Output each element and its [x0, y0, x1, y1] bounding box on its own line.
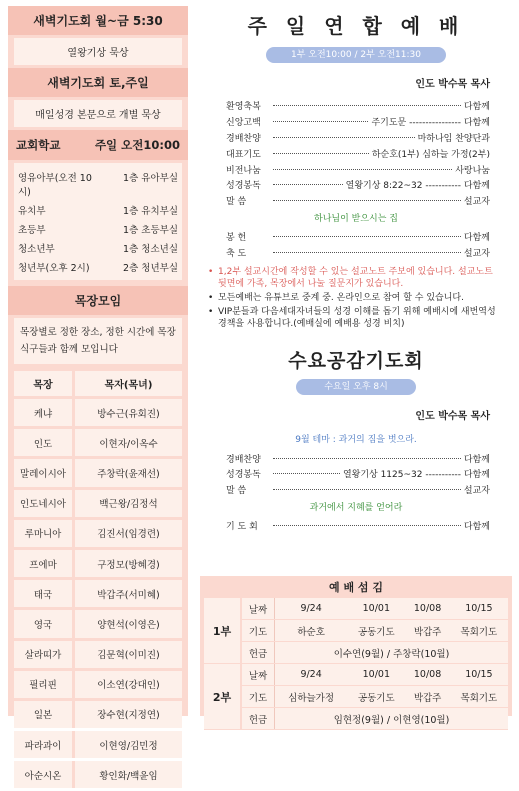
sunday-sermon-title: 하나님이 받으시는 집 — [314, 213, 398, 224]
group-row — [14, 580, 182, 607]
order-label: 환영축복 — [226, 102, 261, 113]
group-name: 영국 — [14, 610, 72, 637]
group-leader: 이현영/김민정 — [72, 731, 182, 758]
group-row — [14, 610, 182, 637]
order-leader-line — [273, 153, 369, 154]
group-name: 케냐 — [14, 399, 72, 426]
duty-prayer: 하순호 — [275, 620, 348, 642]
wednesday-theme: 9월 테마 : 과거의 짐을 벗으라. — [295, 435, 417, 446]
group-name: 필리핀 — [14, 671, 72, 698]
order-row — [200, 114, 512, 130]
order-row — [200, 244, 512, 260]
order-leader-line — [273, 200, 461, 201]
order-leader-line — [273, 489, 461, 490]
duty-date: 10/01 — [347, 664, 405, 686]
order-value: 열왕기상 8:22~32 ----------- 다함께 — [345, 181, 490, 192]
group-leader: 주창락(윤재선) — [72, 459, 182, 486]
order-leader-line — [273, 121, 368, 122]
group-row — [14, 761, 182, 788]
order-value: 사랑나눔 — [455, 165, 490, 176]
school-time: 주일 오전10:00 — [94, 138, 180, 152]
group-leader: 방수근(유회진) — [72, 399, 182, 426]
group-row — [14, 671, 182, 698]
order-row — [200, 450, 512, 466]
order-value: 주기도문 ---------------- 다함께 — [371, 118, 490, 129]
order-value: 다함께 — [463, 232, 490, 243]
note-item: • 1,2부 설교시간에 작성할 수 있는 설교노트 주보에 있습니다. 설교노트 뒷면에 가족, 목장에서 나눌 질문지가 있습니다. — [208, 267, 493, 290]
group-name: 파라과이 — [14, 731, 72, 758]
order-value: 열왕기상 1125~32 ----------- 다함께 — [342, 470, 490, 481]
sunday-preacher: 인도 박수목 목사 — [415, 79, 490, 90]
school-row: 유치부 1층 유치부실 — [18, 205, 178, 217]
group-name: 살라띠가 — [14, 641, 72, 668]
order-leader-line — [273, 169, 452, 170]
group-row — [14, 520, 182, 547]
sunday-title: 주 일 연 합 예 배 — [247, 14, 465, 38]
group-table-header: 목장 목자(목녀) — [14, 371, 182, 396]
group-row — [14, 429, 182, 456]
group-row — [14, 641, 182, 668]
order-leader-line — [273, 105, 461, 106]
dawn-weekday-title: 새벽기도회 월~금 5:30 — [8, 6, 188, 35]
group-name: 태국 — [14, 580, 72, 607]
sunday-notes — [208, 266, 504, 330]
group-leader: 이소연(강대인) — [72, 671, 182, 698]
school-list — [14, 163, 182, 280]
order-row — [200, 518, 512, 534]
duty-date: 10/01 — [347, 598, 405, 620]
left-sidebar — [8, 6, 188, 782]
group-name: 인도 — [14, 429, 72, 456]
order-row — [200, 229, 512, 245]
group-row — [14, 459, 182, 486]
duty-date-row: 2부 날짜 9/24 10/01 10/08 10/15 — [204, 664, 508, 686]
wednesday-preacher: 인도 박수목 목사 — [415, 411, 490, 423]
order-row — [200, 466, 512, 482]
school-row: 청년부(오후 2시) 2층 청년부실 — [18, 262, 178, 274]
order-label: 기 도 회 — [226, 521, 258, 532]
sunday-order — [200, 98, 512, 260]
service-duty-panel — [200, 576, 512, 726]
group-title: 목장모임 — [8, 286, 188, 315]
note-item: • VIP분들과 다음세대자녀들의 성경 이해를 돕기 위해 예배시에 새번역성경책을 사용합니다.(예배실에 예배용 성경 비치) — [208, 307, 496, 330]
school-row: 영유아부(오전 10시) 1층 유아부실 — [18, 172, 178, 198]
order-value: 설교자 — [463, 248, 490, 259]
order-leader-line — [273, 525, 461, 526]
group-leader: 장수현(지정연) — [72, 701, 182, 728]
group-name: 아순시온 — [14, 761, 72, 788]
school-title: 교회학교 — [16, 138, 61, 152]
dawn-weekend-title: 새벽기도회 토,주일 — [8, 68, 188, 97]
order-value: 다함께 — [463, 521, 490, 532]
order-leader-line — [273, 184, 343, 185]
school-row: 초등부 1층 초등부실 — [18, 224, 178, 236]
duty-prayer: 박갑주 — [405, 620, 449, 642]
duty-prayer: 박갑주 — [405, 686, 449, 708]
duty-prayer-row: 기도 심하늘가정 공동기도 박갑주 목회기도 — [204, 686, 508, 708]
group-leader: 양현석(이영은) — [72, 610, 182, 637]
group-name: 일본 — [14, 701, 72, 728]
order-label: 말 씀 — [226, 486, 247, 497]
order-value: 다함께 — [463, 454, 490, 465]
duty-prayer: 목회기도 — [450, 620, 508, 642]
group-name: 말레이시아 — [14, 459, 72, 486]
group-table — [14, 368, 182, 791]
order-row — [200, 130, 512, 146]
order-row — [200, 177, 512, 193]
duty-part: 2부 — [204, 664, 241, 730]
duty-prayer: 공동기도 — [347, 686, 405, 708]
sunday-time-badge: 1부 오전10:00 / 2부 오전11:30 — [266, 47, 446, 63]
order-row — [200, 98, 512, 114]
order-label: 성경봉독 — [226, 470, 261, 481]
duty-date: 10/08 — [405, 664, 449, 686]
order-leader-line — [273, 252, 461, 253]
order-value: 마하나임 찬양단과 — [417, 133, 490, 144]
group-desc: 목장별로 정한 장소, 정한 시간에 목장식구들과 함께 모입니다 — [14, 318, 182, 364]
order-leader-line — [273, 473, 340, 474]
school-row: 청소년부 1층 청소년실 — [18, 243, 178, 255]
order-label: 신앙고백 — [226, 118, 261, 129]
main-column — [200, 0, 512, 533]
group-row — [14, 490, 182, 517]
order-row — [200, 161, 512, 177]
school-header — [8, 130, 188, 160]
group-name: 루마니아 — [14, 520, 72, 547]
order-label: 경배찬양 — [226, 133, 261, 144]
group-row — [14, 731, 182, 758]
wednesday-sermon-title: 과거에서 지혜를 얻어라 — [309, 502, 403, 513]
duty-prayer-row: 기도 하순호 공동기도 박갑주 목회기도 — [204, 620, 508, 642]
group-leader: 김진서(임경련) — [72, 520, 182, 547]
dawn-weekend-desc: 매일성경 본문으로 개별 묵상 — [14, 100, 182, 127]
group-leader: 김문혁(이미진) — [72, 641, 182, 668]
duty-date: 10/15 — [450, 664, 508, 686]
order-label: 축 도 — [226, 248, 247, 259]
order-label: 말 씀 — [226, 197, 247, 208]
order-leader-line — [273, 458, 461, 459]
duty-table — [204, 598, 508, 730]
order-value: 다함께 — [463, 102, 490, 113]
wednesday-title: 수요공감기도회 — [288, 350, 424, 373]
wednesday-time-badge: 수요일 오후 8시 — [296, 379, 416, 395]
note-item: • 모든예배는 유튜브로 중계 중. 온라인으로 참여 할 수 있습니다. — [208, 293, 464, 304]
duty-offering: 임현정(9월) / 이현영(10월) — [275, 708, 509, 730]
duty-offering-row: 헌금 임현정(9월) / 이현영(10월) — [204, 708, 508, 730]
order-value: 설교자 — [463, 486, 490, 497]
duty-offering: 이수연(9월) / 주창락(10월) — [275, 642, 509, 664]
order-label: 비전나눔 — [226, 165, 261, 176]
order-label: 경배찬양 — [226, 454, 261, 465]
duty-prayer: 목회기도 — [450, 686, 508, 708]
group-name: 인도네시아 — [14, 490, 72, 517]
group-row — [14, 550, 182, 577]
duty-part: 1부 — [204, 598, 241, 664]
duty-date: 10/08 — [405, 598, 449, 620]
group-leader: 구정모(방혜경) — [72, 550, 182, 577]
group-row — [14, 399, 182, 426]
duty-date: 9/24 — [275, 598, 348, 620]
order-row — [200, 193, 512, 209]
order-label: 봉 헌 — [226, 232, 247, 243]
duty-date: 9/24 — [275, 664, 348, 686]
duty-date-row: 1부 날짜 9/24 10/01 10/08 10/15 — [204, 598, 508, 620]
order-label: 성경봉독 — [226, 181, 261, 192]
group-row — [14, 701, 182, 728]
order-leader-line — [273, 236, 461, 237]
wednesday-order — [200, 430, 512, 533]
group-table-body — [14, 399, 182, 788]
order-value: 설교자 — [463, 197, 490, 208]
group-leader: 박갑주(서미혜) — [72, 580, 182, 607]
duty-prayer: 공동기도 — [347, 620, 405, 642]
group-name: 프에마 — [14, 550, 72, 577]
duty-prayer: 심하늘가정 — [275, 686, 348, 708]
dawn-weekday-desc: 열왕기상 묵상 — [14, 38, 182, 65]
order-value: 하순호(1부) 심하늘 가정(2부) — [371, 149, 490, 160]
order-row — [200, 482, 512, 498]
duty-title: 예 배 섬 김 — [329, 581, 383, 594]
order-row — [200, 145, 512, 161]
order-leader-line — [273, 137, 415, 138]
group-leader: 황인화/백윤임 — [72, 761, 182, 788]
duty-offering-row: 헌금 이수연(9월) / 주창락(10월) — [204, 642, 508, 664]
group-leader: 이현자/이옥수 — [72, 429, 182, 456]
order-label: 대표기도 — [226, 149, 261, 160]
duty-date: 10/15 — [450, 598, 508, 620]
group-leader: 백근왕/김정석 — [72, 490, 182, 517]
